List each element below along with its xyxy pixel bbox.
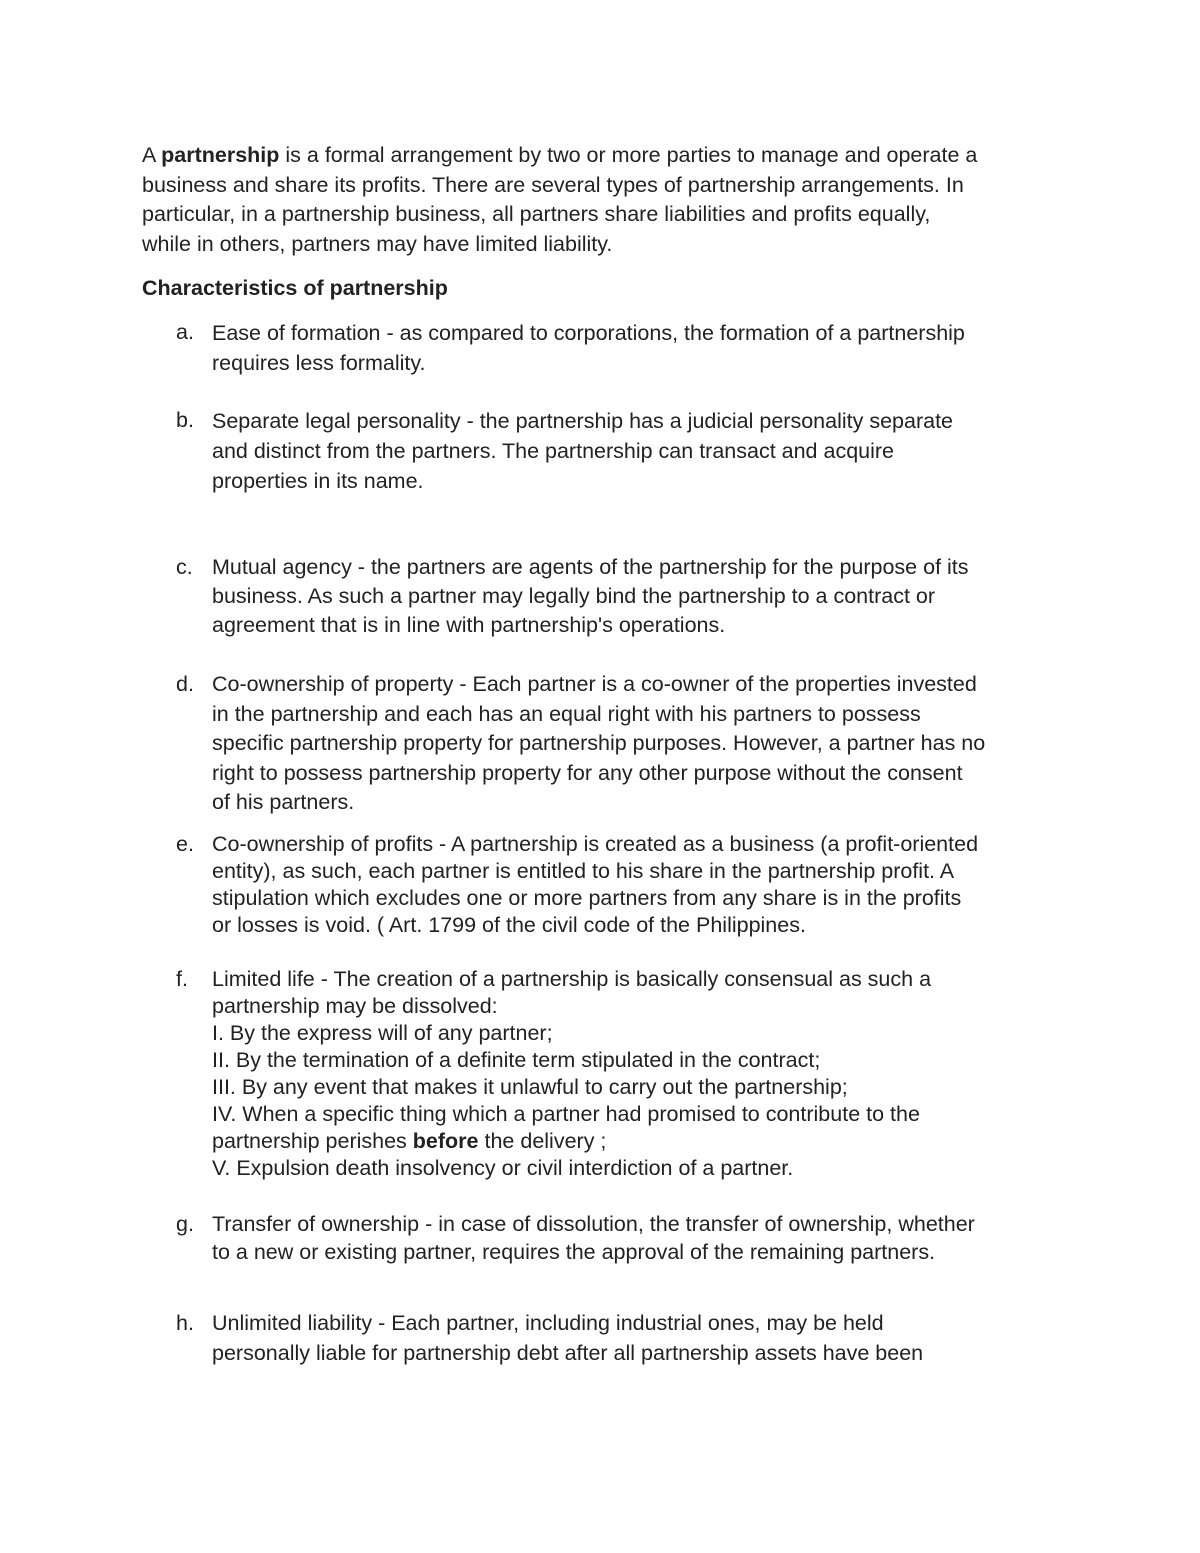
list-label: a. — [176, 320, 194, 344]
intro-line-2: business and share its profits. There are several types of partnership arrangements. In — [142, 172, 964, 197]
text-line: agreement that is in line with partnership's operations. — [212, 613, 726, 637]
list-label: b. — [176, 408, 194, 432]
intro-line-3: particular, in a partnership business, all partners share liabilities and profits equally, — [142, 202, 931, 226]
list-text — [212, 1309, 1092, 1368]
text-line: to a new or existing partner, requires the approval of the remaining partners. — [212, 1240, 936, 1264]
text-line: right to possess partnership property for any other purpose without the consent — [212, 760, 963, 785]
list-text — [212, 831, 1092, 939]
list-label: c. — [176, 555, 193, 579]
text-span: partnership perishes — [212, 1129, 407, 1153]
list-label: e. — [176, 832, 194, 856]
text-line: I. By the express will of any partner; — [212, 1021, 553, 1045]
text-line: requires less formality. — [212, 351, 426, 375]
list-label: f. — [176, 967, 188, 991]
text-line: V. Expulsion death insolvency or civil interdiction of a partner. — [212, 1156, 794, 1180]
intro-article: A — [142, 143, 156, 167]
list-text — [212, 318, 1092, 378]
list-text — [212, 553, 1092, 640]
list-text — [212, 966, 1092, 1182]
text-line: of his partners. — [212, 790, 355, 814]
text-line: Unlimited liability - Each partner, including industrial ones, may be held — [212, 1311, 884, 1335]
text-line: IV. When a specific thing which a partner had promised to contribute to the — [212, 1102, 920, 1126]
text-line: and distinct from the partners. The partnership can transact and acquire — [212, 439, 895, 463]
intro-term: partnership — [161, 143, 280, 167]
text-line: Mutual agency - the partners are agents of the partnership for the purpose of its — [212, 555, 969, 579]
text-line: or losses is void. ( Art. 1799 of the civil code of the Philippines. — [212, 913, 806, 937]
text-line: Ease of formation - as compared to corporations, the formation of a partnership — [212, 321, 965, 345]
text-line: Co-ownership of profits - A partnership is created as a business (a profit-oriented — [212, 832, 979, 856]
section-heading: Characteristics of partnership — [142, 276, 448, 300]
intro-line-1: is a formal arrangement by two or more parties to manage and operate a — [285, 143, 978, 167]
list-text — [212, 1210, 1092, 1266]
text-line: entity), as such, each partner is entitled to his share in the partnership profit. A — [212, 859, 955, 883]
emphasis-word: before — [412, 1129, 479, 1153]
text-line — [212, 1128, 1092, 1155]
list-text — [212, 406, 1092, 496]
intro-paragraph — [142, 141, 1082, 259]
list-text — [212, 670, 1092, 818]
text-line: partnership may be dissolved: — [212, 994, 498, 1018]
text-line: III. By any event that makes it unlawful to carry out the partnership; — [212, 1075, 848, 1099]
text-line: in the partnership and each has an equal right with his partners to possess — [212, 701, 921, 726]
list-label: d. — [176, 672, 194, 696]
text-line: stipulation which excludes one or more partners from any share is in the profits — [212, 886, 962, 910]
text-line: Separate legal personality - the partnership has a judicial personality separate — [212, 409, 953, 433]
text-line: business. As such a partner may legally bind the partnership to a contract or — [212, 584, 936, 608]
list-label: h. — [176, 1311, 194, 1335]
text-line: Co-ownership of property - Each partner is a co-owner of the properties invested — [212, 672, 977, 696]
text-line: Transfer of ownership - in case of dissolution, the transfer of ownership, whether — [212, 1212, 975, 1236]
text-span: the delivery ; — [484, 1129, 607, 1153]
list-label: g. — [176, 1212, 194, 1236]
text-line: Limited life - The creation of a partnership is basically consensual as such a — [212, 967, 932, 991]
text-line: II. By the termination of a definite term stipulated in the contract; — [212, 1048, 821, 1072]
text-line: properties in its name. — [212, 469, 424, 493]
text-line: personally liable for partnership debt after all partnership assets have been — [212, 1340, 924, 1365]
text-line: specific partnership property for partnership purposes. However, a partner has no — [212, 731, 986, 755]
intro-line-4: while in others, partners may have limited liability. — [142, 231, 613, 256]
